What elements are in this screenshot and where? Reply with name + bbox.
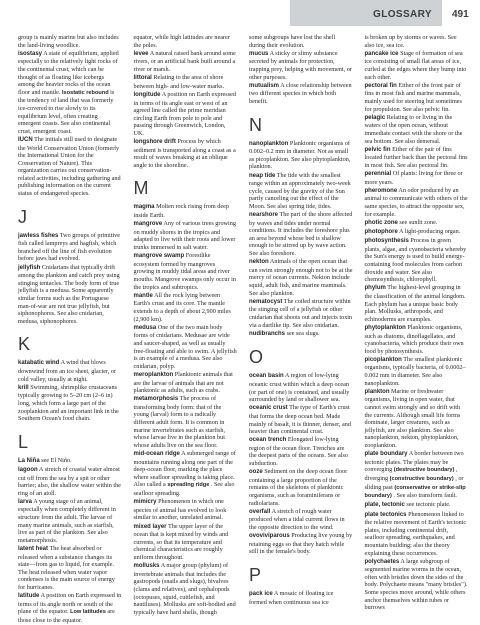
glossary-entry: [249, 172, 353, 211]
entry-term: nearshore: [249, 212, 279, 219]
entry-term: krill: [18, 384, 29, 391]
entry-definition: Either of the front pair of fins in most fish and marine mammals, mainly used for steering but sometimes for propulsion. See also pelvic fin.: [364, 81, 462, 113]
glossary-column-1: [18, 34, 122, 624]
glossary-entry: [365, 450, 469, 501]
entry-definition: A sticky or slimy substance secreted by animals for protection, trapping prey, helping with movement, or other purposes.: [249, 49, 352, 81]
glossary-entry: [18, 264, 122, 326]
glossary-entry: [18, 359, 122, 383]
entry-definition: Process in green plants, algae, and cyanobacteria whereby the Sun's energy is used to build energy-containing food molecules from carbon dioxide and water. See also chemosynthesis, chlorophyll.: [364, 237, 467, 284]
glossary-entry: [365, 219, 469, 228]
entry-term: jellyfish: [18, 264, 41, 271]
entry-term: pelvic fin: [364, 146, 391, 153]
glossary-column-4: [364, 34, 469, 612]
glossary-entry: [365, 82, 469, 113]
entry-term: nematocyst: [249, 298, 283, 305]
entry-definition: A wind that blows downwind from an ice sheet, glacier, or cold valley, usually at night.: [18, 359, 117, 383]
entry-definition: Relating to the area of shore between high- and low-water marks.: [133, 74, 225, 90]
entry-definition: The highest-level grouping in the classification of the animal kingdom. Each phylum has a unique basic body plan. Mollusks, arthropods, and echinoderms are examples.: [364, 284, 466, 323]
entry-inline-term: Low latitudes: [70, 609, 106, 616]
entry-continuation: group is mainly marine but also includes the land-living woodlice.: [18, 34, 119, 49]
entry-term: ocean trench: [249, 437, 287, 444]
glossary-entry: [18, 457, 122, 466]
glossary-entry: [365, 170, 469, 186]
page-number: 491: [442, 0, 480, 26]
entry-definition: A submerged range of mountains running along one part of the deep-ocean floor, marking the place where seafloor spreading is taking place. Also called a: [133, 450, 236, 489]
glossary-entry: [365, 324, 469, 355]
glossary-entry: [249, 372, 353, 403]
entry-term: isostasy: [18, 50, 43, 57]
entry-term: magma: [133, 204, 155, 211]
glossary-entry: [365, 50, 469, 81]
section-letter: M: [133, 178, 149, 199]
glossary-entry: [18, 498, 122, 545]
entry-definition: , diverging: [364, 466, 458, 482]
glossary-entry: [134, 50, 238, 74]
entry-inline-term: (conservative or strike-slip boundary): [364, 484, 466, 500]
entry-term: overfall: [249, 508, 271, 515]
glossary-entry: [18, 232, 122, 263]
glossary-entry-continued: [18, 34, 122, 49]
glossary-entry: [134, 324, 238, 371]
entry-definition: see sunlit zone.: [399, 218, 438, 226]
entry-definition: The upper layer of the ocean that is kept mixed by winds and currents, so that its temperature and chemical characteristics are roughly uniform throughout.: [133, 522, 229, 561]
section-letter: K: [18, 334, 31, 355]
entry-definition: Phenomenon linked to the relative movement of Earth's tectonic plates, including continental drift, seafloor spreading, earthquakes, and mountain building; also the theory explaining these occurrences.: [364, 510, 467, 557]
entry-term: photic zone: [364, 219, 398, 226]
section-letter: J: [18, 206, 27, 227]
glossary-entry: [249, 140, 353, 171]
glossary-column-3: [249, 34, 353, 606]
glossary-entry-continued: [134, 34, 238, 49]
glossary-columns: [18, 34, 468, 624]
glossary-entry: [134, 562, 238, 616]
entry-definition: A position on Earth expressed in terms of its angle north or south of the plane of the equator.: [18, 592, 122, 616]
entry-term: plankton: [364, 388, 390, 395]
glossary-entry: [18, 136, 122, 198]
entry-definition: Marine or freshwater organisms, living in open water, that cannot swim strongly and so drift with the currents. Although small life forms dominate, larger creatures, such as jellyfish, are also plankton. See also nanoplankton, nekton, phytoplankton, zooplankton.: [364, 387, 461, 449]
entry-term: pack ice: [249, 590, 273, 597]
section-letter: P: [249, 564, 262, 585]
entry-definition: A large subgroup of segmented marine worms in the ocean, often with bristles down the sides of the body. Polychaete means "many bristles"). Some species move around, while others anchor themselves within tubes or burrows: [364, 557, 468, 612]
glossary-entry: [134, 498, 238, 522]
entry-term: mimicry: [133, 499, 157, 506]
entry-continuation: is broken up by storms or waves. See also ice, sea ice.: [364, 34, 457, 49]
entry-term: phylum: [364, 285, 386, 292]
glossary-entry: [365, 501, 469, 510]
glossary-entry: [365, 187, 469, 218]
glossary-entry: [134, 220, 238, 251]
entry-term: plate tectonics: [364, 511, 407, 518]
glossary-entry: [249, 532, 353, 556]
entry-continuation: some subgroups have lost the shell during their evolution.: [249, 34, 336, 49]
glossary-entry: [18, 466, 122, 497]
entry-definition: Animals of the open ocean that can swim strongly enough not to be at the mercy of ocean currents. Nekton include squid, adult fish, and marine mammals. See also plankton.: [249, 258, 353, 297]
entry-term: littoral: [133, 75, 152, 82]
entry-definition: . See also transform fault.: [393, 492, 457, 500]
entry-term: nanoplankton: [249, 140, 289, 147]
page-header: [0, 0, 480, 26]
entry-term: IUCN: [18, 136, 33, 143]
entry-definition: The heat absorbed or released when a substance changes its state—from gas to liquid, for example. The heat released when water vapor condenses is the main source of energy for hurricanes.: [18, 545, 115, 591]
section-title: GLOSSARY: [290, 0, 442, 26]
glossary-entry: [365, 228, 469, 237]
entry-definition: Cnidarians that typically drift among the plankton and catch prey using stinging tentacles. The body form of true jellyfish is a medusa. Some apparently similar forms such as the Portuguese man-of-war are not true jellyfish, but siphonophores. See also cnidarian, medusa, siphonophores.: [18, 263, 120, 325]
entry-term: ooze: [249, 469, 263, 476]
glossary-entry: [18, 592, 122, 624]
entry-definition: . See also seafloor spreading.: [133, 481, 235, 497]
section-letter: O: [249, 347, 264, 368]
entry-term: mid-ocean ridge: [133, 451, 180, 458]
entry-definition: Either of the pair of fins located further back than the pectoral fins in most fish. See also pectoral fin.: [364, 145, 468, 169]
entry-definition: The type of Earth's crust that forms the deep ocean bed. Made mainly of basalt, it is thinner, denser, and heavier than continental crust.: [249, 404, 351, 436]
glossary-entry: [365, 237, 469, 284]
entry-term: ocean basin: [249, 373, 284, 380]
glossary-entry: [134, 203, 238, 219]
entry-definition: A stretch of coastal water almost cut off from the sea by a spit or other barrier; also, the shallow water within the ring of an atoll.: [18, 465, 121, 497]
glossary-entry: [365, 284, 469, 323]
entry-definition: Elongated low-lying region of the ocean floor. Trenches are the deepest parts of the oceans. See also subduction.: [249, 436, 348, 468]
entry-term: plate boundary: [364, 451, 408, 458]
entry-definition: All the rock lying between Earth's crust and its core. The mantle extends to a depth of about 2,900 miles (2,900 km).: [133, 291, 231, 323]
entry-term: metamorphosis: [133, 396, 179, 403]
entry-inline-term: Isostatic rebound: [62, 89, 109, 96]
entry-term: La Niña: [18, 457, 40, 464]
entry-term: mangrove swamp: [133, 253, 185, 260]
entry-definition: Any of various trees growing on muddy shores in the tropics and adapted to live with their roots and lower trunks immersed in salt water.: [133, 220, 236, 252]
entry-term: longshore drift: [133, 139, 176, 146]
glossary-entry: [249, 298, 353, 329]
glossary-entry-continued: [365, 34, 469, 49]
entry-inline-term: (destructive boundary): [393, 467, 455, 474]
glossary-entry: [134, 523, 238, 562]
entry-definition: The initials still used to designate the World Conservation Union (formerly the International Union for the Conservation of Nature). This organization carries out conservation-related activities, including gathering and publishing information on the current status of endangered species.: [18, 135, 121, 198]
entry-term: mangrove: [133, 221, 163, 228]
entry-term: mucus: [249, 50, 269, 57]
glossary-entry: [134, 395, 238, 449]
entry-definition: Sediment on the deep ocean floor containing a large proportion of the remains of the skeletons of planktonic organisms, such as foraminiferans or radiolarians.: [249, 468, 348, 507]
glossary-entry: [134, 371, 238, 395]
glossary-entry: [249, 82, 353, 106]
entry-term: mantle: [133, 292, 153, 299]
entry-term: phytoplankton: [364, 324, 406, 331]
entry-term: pectoral fin: [364, 82, 397, 89]
entry-definition: A close relationship between two different species in which both benefit.: [249, 81, 352, 105]
entry-definition: A stretch of rough water produced when a tidal current flows in the opposite direction to the wind.: [249, 507, 345, 531]
entry-definition: are those close to the equator.: [18, 608, 115, 624]
entry-term: meroplankton: [133, 371, 174, 378]
entry-definition: A state of equilibrium, applied especially to the relatively light rocks of the continental crust, which can be thought of as floating like icebergs among the heavier rocks of the ocean floor and mantle.: [18, 49, 119, 96]
glossary-entry: [134, 252, 238, 291]
glossary-entry: [365, 511, 469, 558]
entry-definition: , or sliding past: [364, 474, 464, 491]
entry-term: mollusks: [133, 563, 160, 570]
entry-definition: A region of low-lying oceanic crust within which a deep ocean (or part of one) is contained, and usually surrounded by land or shallower sea.: [249, 372, 350, 404]
entry-term: mutualism: [249, 82, 280, 89]
entry-term: pancake ice: [364, 50, 399, 57]
entry-definition: Of plants: living for three or more years.: [364, 170, 463, 186]
glossary-entry: [249, 50, 353, 81]
entry-definition: Planktonic organisms of 0.002–0.2 mm in diameter. Not as small as picoplankton. See also phytoplankton, plankton.: [249, 139, 351, 171]
entry-inline-term: (constructive boundary): [389, 475, 454, 482]
entry-term: picoplankton: [364, 356, 402, 363]
entry-continuation: equator, while high latitudes are nearer the poles.: [133, 34, 230, 49]
entry-definition: A mosaic of floating ice formed when continuous sea ice: [249, 589, 334, 606]
entry-definition: Stage of formation of sea ice consisting of small flat areas of ice, curled at the edges where they bump into each other.: [364, 49, 467, 81]
glossary-entry: [134, 91, 238, 138]
entry-term: katabatic wind: [18, 360, 60, 367]
entry-definition: A border between two tectonic plates. The plates may be converging: [364, 450, 464, 474]
glossary-entry: [18, 50, 122, 136]
entry-definition: Relating to or living in the waters of the open ocean, without immediate contact with the shore or the sea bottom. See also demersal.: [364, 113, 463, 145]
entry-definition: A major group (phylum) of invertebrate animals that includes the gastropods (snails and slugs), bivalves (clams and relatives), and cephalopods (octopuses, squid, cuttlefish, and nautiluses). Mollusks are soft-bodied and typically have hard shells, though: [133, 562, 236, 616]
entry-definition: Process by which sediment is transported along a coast as a result of waves breaking at an oblique angle to the shoreline.: [133, 138, 236, 169]
glossary-entry: [249, 468, 353, 507]
entry-definition: see tectonic plate.: [406, 501, 451, 509]
entry-term: perennial: [364, 171, 392, 178]
glossary-column-2: [133, 34, 238, 616]
entry-definition: An odor produced by an animal to communicate with others of the same species, to attract the opposite sex, for example.: [364, 186, 468, 218]
entry-term: levee: [133, 50, 149, 57]
entry-term: larva: [18, 498, 33, 505]
glossary-entry: [365, 558, 469, 612]
entry-definition: see sea slugs.: [286, 329, 320, 337]
glossary-entry: [249, 508, 353, 532]
entry-definition: see El Niño.: [41, 456, 72, 464]
entry-definition: The coiled structure within the stinging cell of a jellyfish or other cnidarian that shoots out and injects toxin via a dartlike tip. See also cnidarian.: [249, 297, 353, 329]
entry-inline-term: spreading ridge: [167, 482, 210, 489]
entry-definition: Forestlike ecosystem formed by mangroves growing in muddy tidal areas and river mouths. Mangrove swamps only occur in the tropics and subtropics.: [133, 252, 236, 291]
glossary-entry: [365, 356, 469, 387]
glossary-entry: [18, 384, 122, 423]
entry-definition: Planktonic organisms, such as diatoms, dinoflagellates, and cyanobacteria, which produce their own food by photosynthesis.: [364, 323, 464, 355]
entry-definition: A position on Earth expressed in terms of its angle east or west of an agreed line called the prime meridian circling Earth from pole to pole and passing through Greenwich, London, UK.: [133, 90, 236, 137]
glossary-entry: [249, 258, 353, 297]
entry-definition: Swimming, shrimplike crustaceans typically growing to 5–20 cm (2–6 in) long, which form a large part of the zooplankton and an important link in the Southern Ocean's food chain.: [18, 383, 119, 423]
entry-term: latitude: [18, 593, 40, 600]
entry-term: pheromone: [364, 187, 398, 194]
entry-definition: Planktonic animals that are the larvae of animals that are not planktonic as adults, such as crabs.: [133, 370, 233, 395]
entry-term: oceanic crust: [249, 405, 288, 412]
glossary-entry: [134, 74, 238, 90]
entry-definition: A natural raised bank around some rivers, or an artificial bank built around a river or marsh.: [133, 49, 236, 73]
entry-term: pelagic: [364, 114, 386, 121]
section-letter: L: [18, 431, 29, 452]
entry-term: latent heat: [18, 546, 49, 553]
entry-definition: The part of the shore affected by waves and tides under normal conditions. It includes the foreshore plus an area beyond whose bed is shallow enough to be stirred up by wave action. See also foreshore.: [249, 211, 353, 258]
entry-term: ovoviviparous: [249, 533, 290, 540]
entry-term: polychaetes: [364, 558, 400, 565]
glossary-entry: [249, 590, 353, 606]
entry-definition: is the tendency of land that was formerly ice-covered to rise slowly to its equilibrium level, often creating emergent coasts. See also continental crust, emergent coast.: [18, 88, 115, 135]
entry-definition: Producing live young by retaining eggs so that they hatch while still in the female's body.: [249, 532, 353, 556]
entry-term: nekton: [249, 259, 269, 266]
entry-term: medusa: [133, 324, 157, 331]
glossary-entry: [249, 404, 353, 435]
entry-term: lagoon: [18, 466, 38, 473]
entry-term: longitude: [133, 91, 161, 98]
glossary-entry: [134, 292, 238, 323]
glossary-entry: [249, 330, 353, 339]
glossary-entry: [249, 436, 353, 467]
glossary-entry: [365, 114, 469, 145]
entry-definition: The smallest planktonic organisms, typically bacteria, of 0.0002–0.002 mm in diameter. See also nanoplankton.: [364, 355, 466, 387]
entry-term: nudibranchs: [249, 330, 286, 337]
entry-definition: A light-producing organ.: [399, 228, 461, 235]
entry-term: mixed layer: [133, 523, 167, 530]
glossary-entry: [134, 138, 238, 169]
glossary-entry: [365, 388, 469, 450]
entry-term: photosynthesis: [364, 238, 409, 245]
entry-term: neap tide: [249, 172, 276, 179]
entry-definition: Molten rock rising from deep inside Earth.: [133, 203, 229, 220]
entry-definition: One of the two main body forms of cnidarians. Medusae are wide and saucer-shaped, as well as usually free-floating and able to swim. A jellyfish is an example of a medusa. See also cnidarian, polyp.: [133, 323, 237, 370]
glossary-entry: [134, 450, 238, 498]
entry-definition: The tide with the smallest range within an approximately two-week cycle, caused by the gravity of the Sun partly canceling out the effect of the Moon. See also spring tide, tides.: [249, 171, 351, 210]
entry-definition: Two groups of primitive fish called lampreys and hagfish, which branched off the line of fish evolution before jaws had evolved.: [18, 231, 121, 263]
glossary-entry: [18, 545, 122, 592]
entry-term: plate, tectonic: [364, 502, 405, 509]
section-letter: N: [249, 114, 262, 135]
entry-term: photophore: [364, 229, 398, 235]
glossary-entry-continued: [249, 34, 353, 49]
glossary-entry: [249, 211, 353, 258]
entry-definition: The process of transforming body form: that of the young (larval) form to a radically different adult form. It is common in marine invertebrates such as starfish, whose larvae live in the plankton but whose adults live on the sea floor.: [133, 395, 226, 449]
glossary-entry: [365, 146, 469, 170]
entry-definition: A young stage of an animal, especially when completely different in structure from the adult. The larvae of many marine animals, such as starfish, live as part of the plankton. See also metamorphosis.: [18, 497, 116, 544]
entry-term: jawless fishes: [18, 232, 59, 239]
entry-definition: Phenomenon in which one species of animal has evolved to look similar to another, unrelated animal.: [133, 498, 227, 522]
